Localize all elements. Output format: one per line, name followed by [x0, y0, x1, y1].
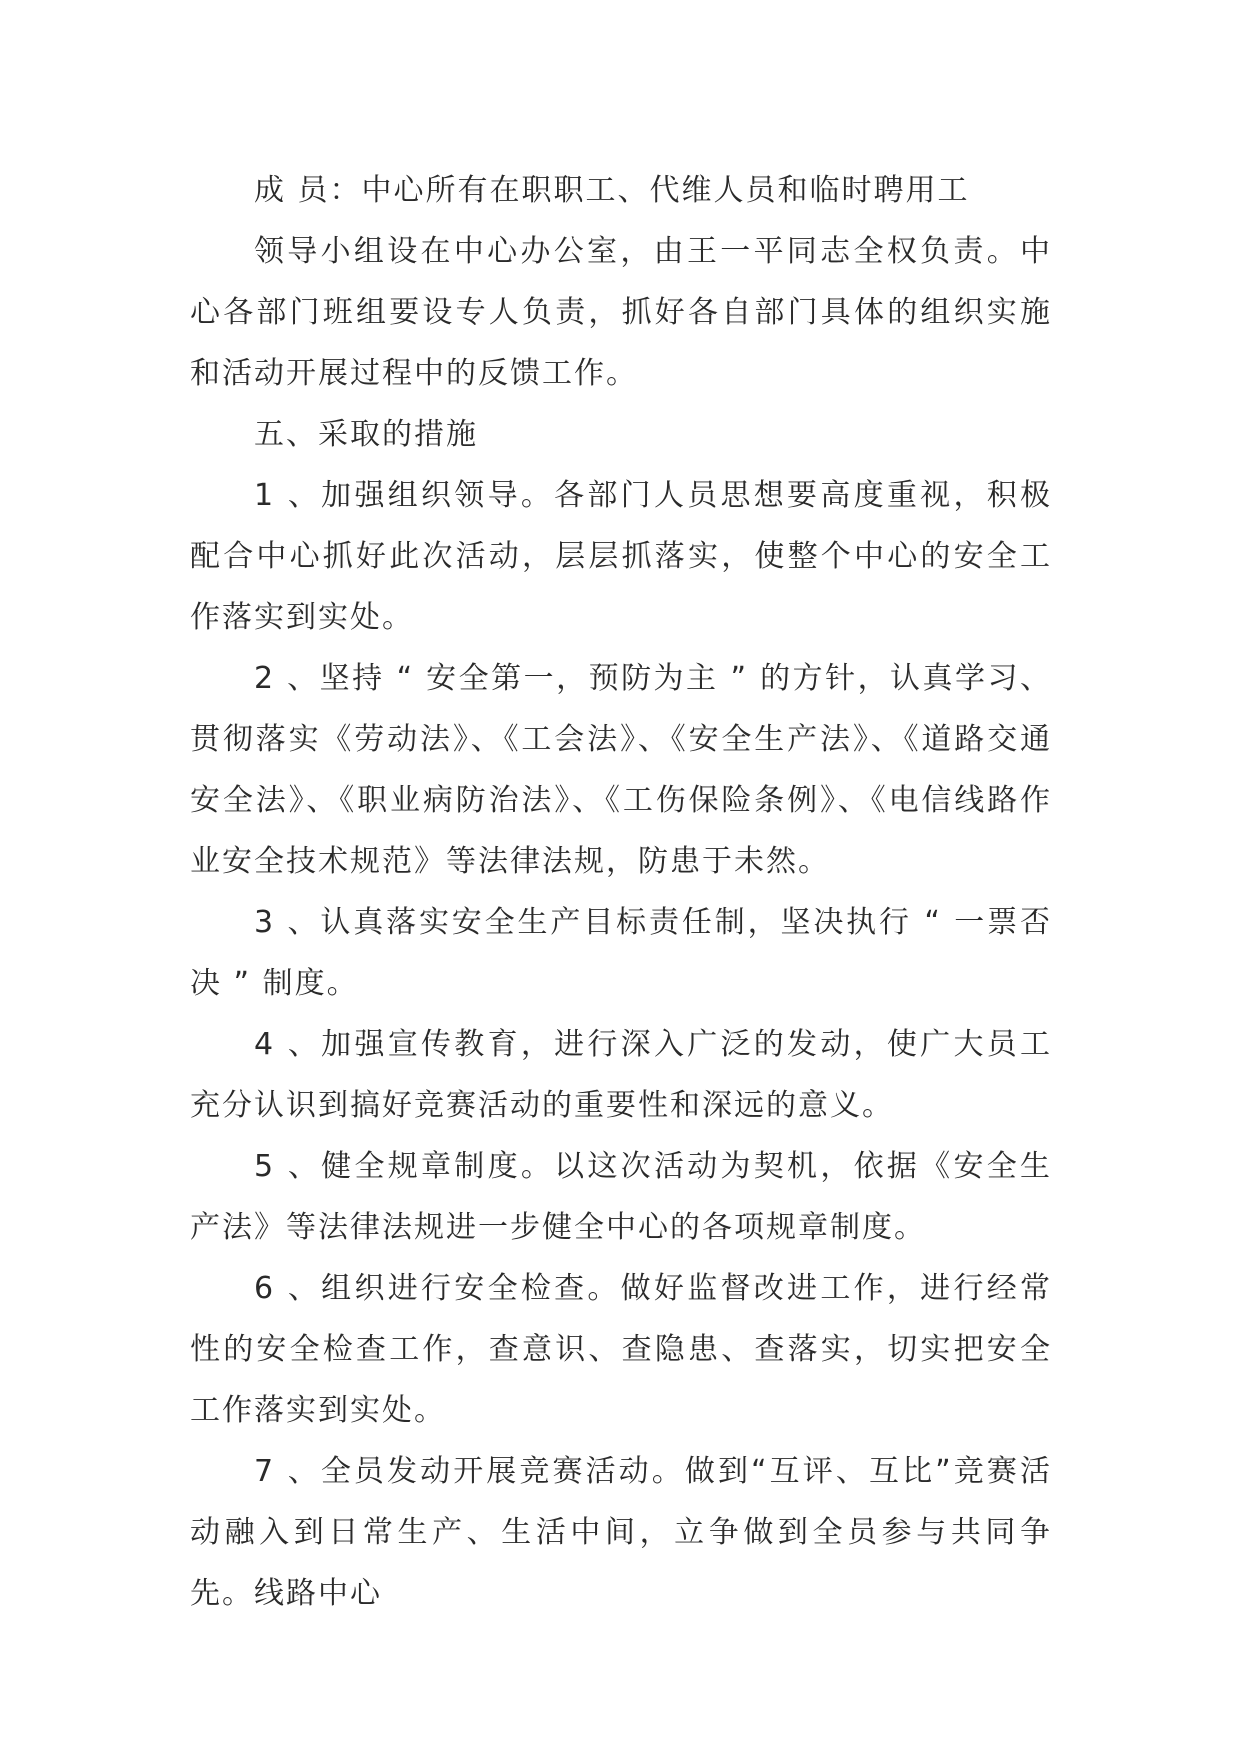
leadership-group-paragraph: 领导小组设在中心办公室，由王一平同志全权负责。中心各部门班组要设专人负责，抓好各自部门具体的组织实施和活动开展过程中的反馈工作。 — [190, 234, 1052, 391]
measure-item-1: 1 、加强组织领导。各部门人员思想要高度重视，积极配合中心抓好此次活动，层层抓落实，使整个中心的安全工作落实到实处。 — [190, 478, 1052, 635]
measure-item-3: 3 、认真落实安全生产目标责任制，坚决执行 “ 一票否决 ” 制度。 — [190, 905, 1052, 1001]
section-heading-measures: 五、采取的措施 — [254, 417, 478, 452]
members-line: 成 员：中心所有在职职工、代维人员和临时聘用工 — [254, 173, 970, 208]
measure-item-7: 7 、全员发动开展竞赛活动。做到“互评、互比”竞赛活动融入到日常生产、生活中间，立争做到全员参与共同争先。线路中心 — [190, 1454, 1052, 1611]
measure-item-2: 2 、坚持 “ 安全第一，预防为主 ” 的方针，认真学习、贯彻落实《劳动法》、《工会法》、《安全生产法》、《道路交通安全法》、《职业病防治法》、《工伤保险条例》、《电信线路作业安全技术规范》等法律法规，防患于未然。 — [190, 661, 1052, 879]
measure-item-6: 6 、组织进行安全检查。做好监督改进工作，进行经常性的安全检查工作，查意识、查隐患、查落实，切实把安全工作落实到实处。 — [190, 1271, 1052, 1428]
measure-item-4: 4 、加强宣传教育，进行深入广泛的发动，使广大员工充分认识到搞好竞赛活动的重要性和深远的意义。 — [190, 1027, 1052, 1123]
measure-item-5: 5 、健全规章制度。以这次活动为契机，依据《安全生产法》等法律法规进一步健全中心的各项规章制度。 — [190, 1149, 1052, 1245]
document-body — [190, 160, 1052, 1624]
